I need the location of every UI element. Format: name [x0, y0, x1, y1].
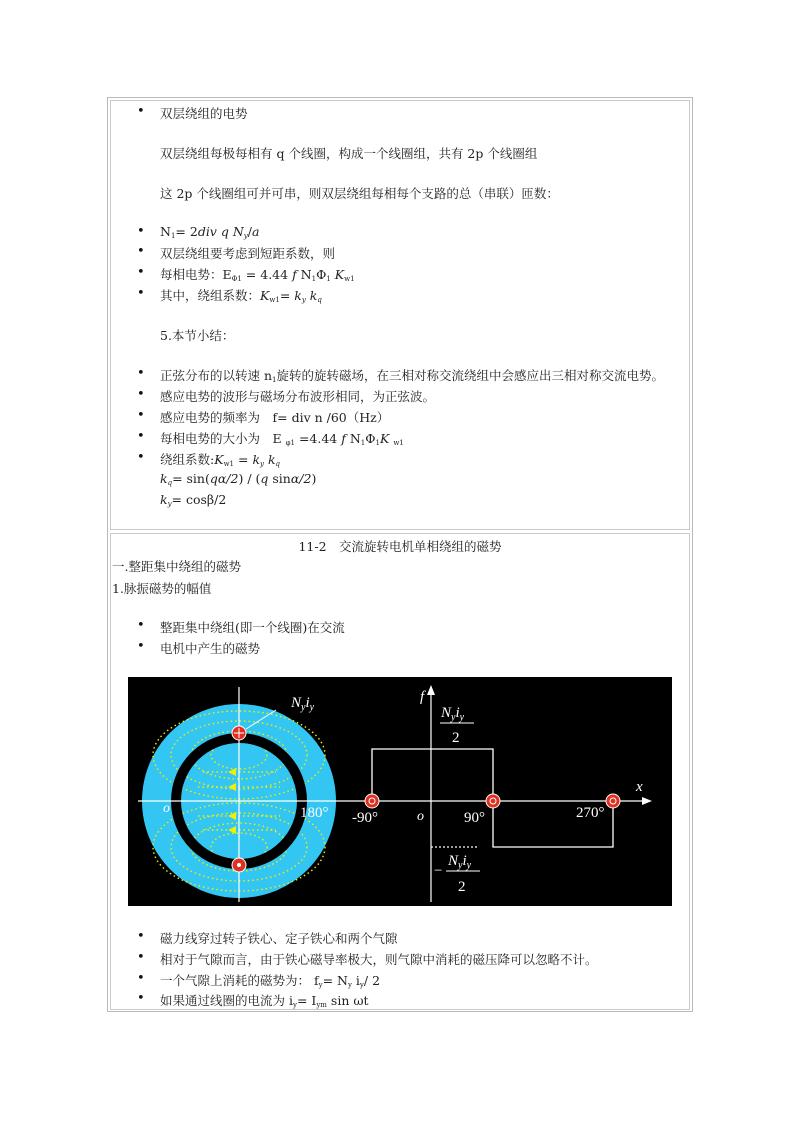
list-item: • 每相电势：$E_{\Phi 1} = 4.44$ f $N_1\Phi_1$ $K_{w1}$ — [160, 265, 355, 283]
subheading-1: 一.整距集中绕组的磁势 — [112, 559, 241, 574]
list-item: • 正弦分布的以转速 $n_1$旋转的旋转磁场，在三相对称交流绕组中会感应出三相对称交流电势。 — [160, 366, 664, 384]
list-item: • 绕组系数$:K_{w1} = k_y$ $k_q$ — [160, 450, 280, 468]
label-180: 180° — [300, 805, 329, 821]
label-o-center: o — [417, 809, 424, 824]
list-item: • 感应电势的频率为 f= div n /60（Hz） — [160, 408, 389, 426]
section-title: 11-2 交流旋转电机单相绕组的磁势 — [298, 539, 502, 554]
conductor-270-icon — [606, 794, 620, 808]
label-nyiy-top: $N_yi_y$ — [291, 695, 315, 713]
list-item: • 其中，绕组系数：$K_{w1}= k_y$ $k_q$ — [160, 286, 322, 304]
axis-label-f: f — [420, 689, 425, 705]
pos-fraction-denominator: 2 — [452, 730, 460, 746]
formula-kq: $k_q= \sin(q\alpha/2) / (q$ sinα/2) — [160, 471, 317, 487]
list-item: • 感应电势的波形与磁场分布波形相同，为正弦波。 — [160, 387, 435, 405]
list-item: • 整距集中绕组(即一个线圈)在交流 — [160, 618, 345, 636]
paragraph-2: 这 2p 个线圈组可并可串，则双层绕组每相每个支路的总（串联）匝数： — [160, 186, 559, 201]
conductor-bottom-icon — [232, 858, 246, 872]
formula-ky: $k_y= \cos\beta/2$ — [160, 492, 227, 508]
conductor-top-icon — [232, 726, 246, 740]
list-item: • 磁力线穿过转子铁心、定子铁心和两个气隙 — [160, 929, 398, 947]
list-item: • 如果通过线圈的电流为 $i_y= I_{ym}$ sin ωt — [160, 991, 369, 1009]
label-o-left: o — [163, 801, 170, 816]
neg-fraction-numerator: $N_yi_y$ — [448, 853, 472, 871]
paragraph-1: 双层绕组每极每相有 q 个线圈，构成一个线圈组，共有 2p 个线圈组 — [160, 146, 538, 161]
summary-heading: 5.本节小结： — [160, 328, 235, 343]
list-item: • 双层绕组要考虑到短距系数，则 — [160, 244, 335, 262]
pos-fraction-numerator: $N_yi_y$ — [441, 705, 465, 723]
list-item: • 相对于气隙而言，由于铁心磁导率极大，则气隙中消耗的磁压降可以忽略不计。 — [160, 950, 598, 968]
axis-label-x: x — [636, 779, 643, 795]
list-item: • $N_1= 2div$ q $N_y/a$ — [160, 224, 259, 240]
list-item: • 每相电势的大小为 E $_{\varphi 1}$ =4.44 f $N_1\Phi_1K$ $_{w1}$ — [160, 429, 404, 447]
conductor-90-icon — [486, 794, 500, 808]
tick-neg90: -90° — [352, 810, 378, 826]
conductor-neg90-icon — [365, 794, 379, 808]
neg-fraction-denominator: 2 — [458, 879, 466, 895]
neg-sign: − — [434, 863, 443, 879]
bullet-heading: • 双层绕组的电势 — [160, 104, 248, 122]
mmf-figure — [128, 677, 672, 906]
subheading-2: 1.脉振磁势的幅值 — [112, 581, 212, 596]
list-item: • 电机中产生的磁势 — [160, 639, 260, 657]
list-item: • 一个气隙上消耗的磁势为： $f_y= N_y$ $i_y/$ 2 — [160, 971, 380, 989]
tick-270: 270° — [576, 805, 605, 821]
tick-90: 90° — [464, 810, 485, 826]
